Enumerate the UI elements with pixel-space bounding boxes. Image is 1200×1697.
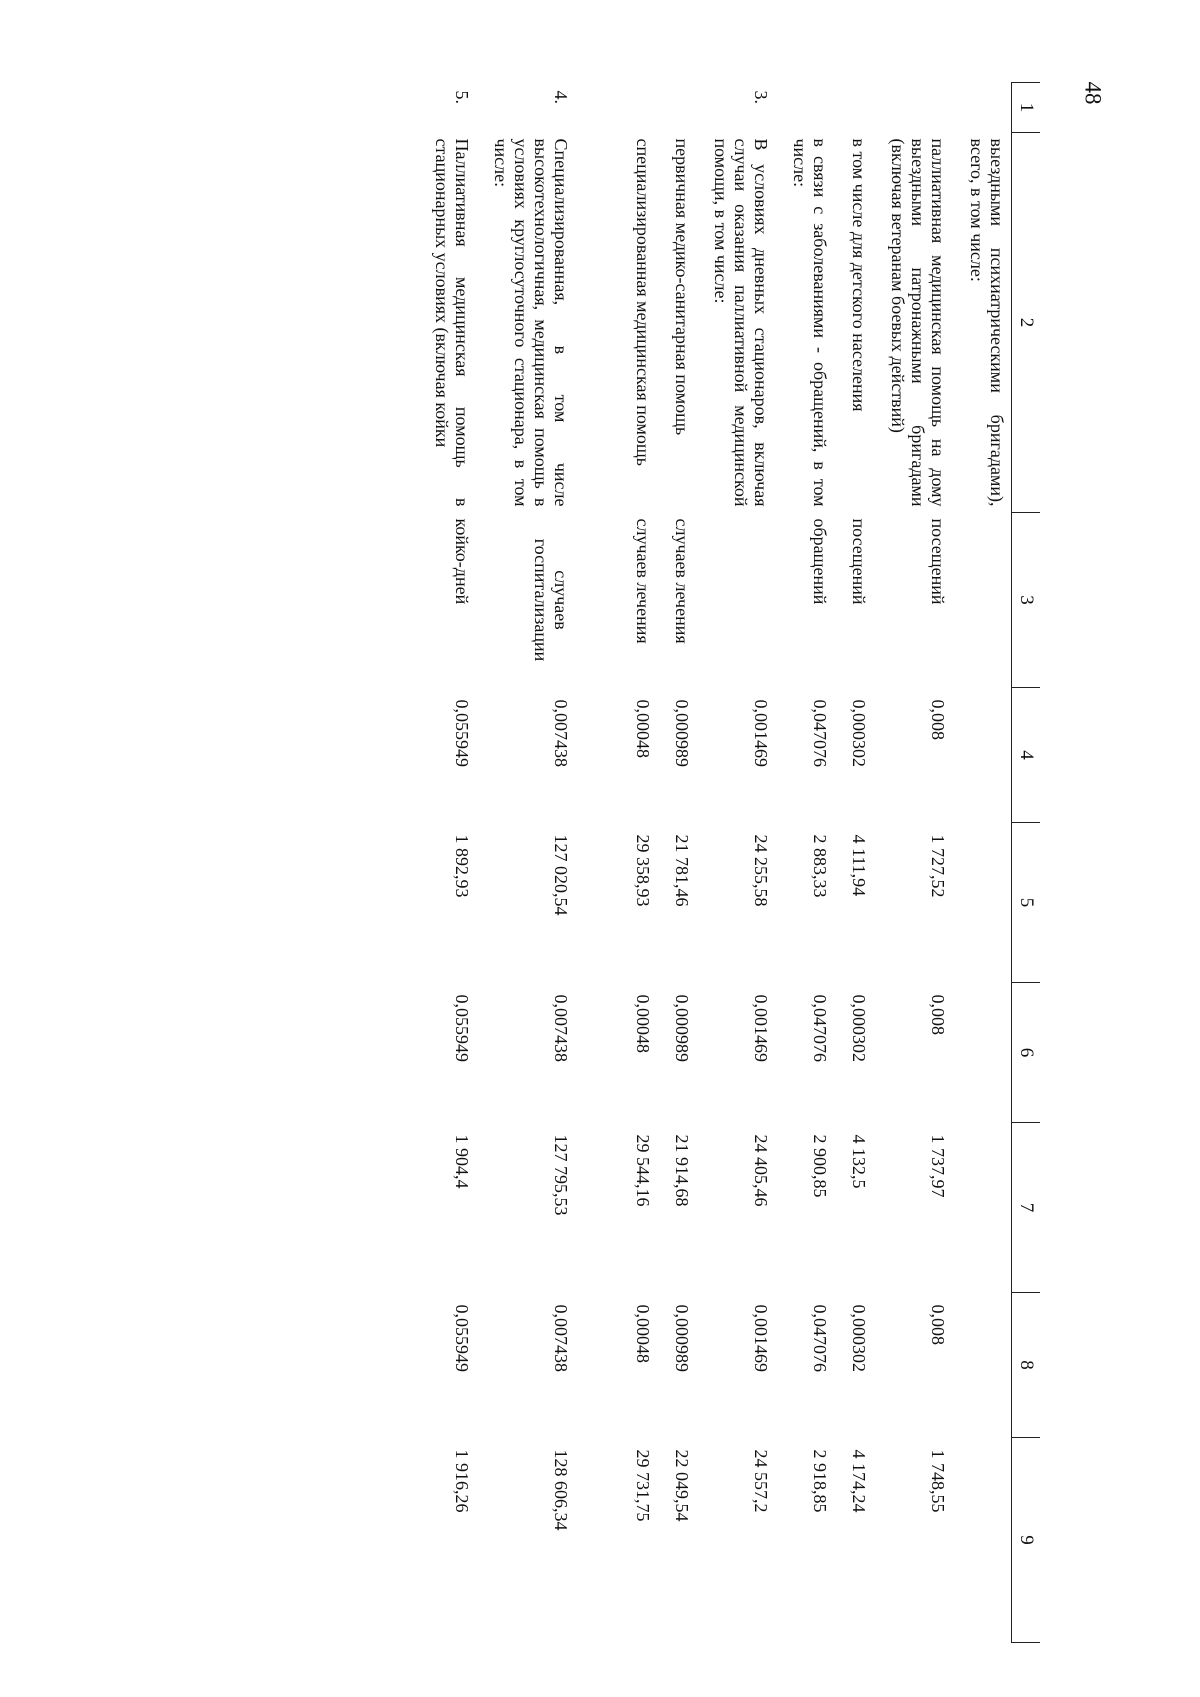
column-number-header (1012, 83, 1041, 1643)
cost-year-1: 1 727,52 (928, 834, 948, 898)
cost-year-3: 2 918,85 (810, 1449, 830, 1513)
care-type: специализированная медицинская помощь (633, 138, 653, 466)
care-type: первичная медико-санитарная помощь (672, 138, 692, 436)
row-number: 5. (452, 90, 472, 104)
header-col-5: 5 (1012, 823, 1041, 983)
cost-year-2: 24 405,46 (751, 1134, 771, 1207)
row-number (582, 83, 664, 133)
cost-year-2: 29 544,16 (633, 1134, 653, 1207)
volume-year-2: 0,047076 (810, 994, 830, 1062)
cost-year-2: 4 132,5 (849, 1134, 869, 1189)
cost-year-3 (959, 1438, 1012, 1643)
volume-year-1: 0,001469 (751, 699, 771, 767)
table-row (782, 83, 841, 1643)
table-row (483, 83, 582, 1643)
care-type: Специализированная, в том числе высокотехнологичная, медицинская помощь в условиях круглосуточного стационара, в том числе: (491, 138, 571, 507)
unit-of-measure: случаев лечения (672, 518, 692, 644)
cost-year-1 (959, 823, 1012, 983)
cost-year-3: 29 731,75 (633, 1449, 653, 1522)
volume-year-3: 0,00048 (633, 1304, 653, 1363)
care-type: в связи с заболеваниями - обращений, в том числе: (790, 138, 830, 507)
volume-year-3: 0,047076 (810, 1304, 830, 1372)
care-type: В условиях дневных стационаров, включая случаи оказания паллиативной медицинской помощи, в том числе: (711, 138, 771, 507)
cost-year-2 (959, 1123, 1012, 1293)
rotated-table-sheet (200, 82, 1040, 1642)
cost-year-2: 1 904,4 (452, 1134, 472, 1189)
page-number: 48 (1080, 81, 1106, 105)
volume-year-1: 0,007438 (551, 699, 571, 767)
volume-year-2: 0,000302 (849, 994, 869, 1062)
unit-of-measure (959, 513, 1012, 688)
header-col-8: 8 (1012, 1293, 1041, 1438)
header-col-1: 1 (1012, 83, 1041, 133)
volume-year-2 (959, 983, 1012, 1123)
volume-year-2: 0,007438 (551, 994, 571, 1062)
cost-year-3: 24 557,2 (751, 1449, 771, 1513)
cost-year-2: 2 900,85 (810, 1134, 830, 1198)
row-number (841, 83, 880, 133)
row-number (664, 83, 703, 133)
cost-year-2: 21 914,68 (672, 1134, 692, 1207)
cost-year-3: 22 049,54 (672, 1449, 692, 1522)
volume-year-1 (959, 688, 1012, 823)
header-col-2: 2 (1012, 133, 1041, 513)
unit-of-measure: посещений (849, 518, 869, 605)
unit-of-measure: случаев лечения (633, 518, 653, 644)
volume-year-1: 0,000989 (672, 699, 692, 767)
volume-year-1: 0,000302 (849, 699, 869, 767)
header-col-9: 9 (1012, 1438, 1041, 1643)
row-number (782, 83, 841, 133)
table-row (880, 83, 959, 1643)
cost-year-3: 1 916,26 (452, 1449, 472, 1513)
care-type: паллиативная медицинская помощь на дому выездными патронажными бригадами (включая ветеранам боевых действий) (888, 138, 948, 507)
volume-year-2: 0,055949 (452, 994, 472, 1062)
care-type: в том числе для детского населения (849, 138, 869, 412)
volume-year-3: 0,001469 (751, 1304, 771, 1372)
table-row (346, 83, 483, 1643)
cost-year-1: 29 358,93 (633, 834, 653, 907)
row-number (959, 83, 1012, 133)
cost-year-3: 4 174,24 (849, 1449, 869, 1513)
volume-year-2: 0,000989 (672, 994, 692, 1062)
cost-year-1: 127 020,54 (551, 834, 571, 916)
table-row (664, 83, 703, 1643)
care-type: Паллиативная медицинская помощь в стационарных условиях (включая койки (432, 138, 472, 507)
header-col-7: 7 (1012, 1123, 1041, 1293)
volume-year-1: 0,008 (928, 699, 948, 740)
care-type: выездными психиатрическими бригадами), всего, в том числе: (967, 138, 1007, 507)
volume-year-3: 0,000302 (849, 1304, 869, 1372)
volume-year-2: 0,00048 (633, 994, 653, 1053)
cost-year-1: 2 883,33 (810, 834, 830, 898)
volume-year-3 (959, 1293, 1012, 1438)
row-number: 3. (751, 90, 771, 104)
volume-year-3: 0,007438 (551, 1304, 571, 1372)
table-row (703, 83, 782, 1643)
row-number: 4. (551, 90, 571, 104)
cost-year-1: 4 111,94 (849, 834, 869, 897)
header-col-4: 4 (1012, 688, 1041, 823)
cost-year-2: 1 737,97 (928, 1134, 948, 1198)
volume-year-3: 0,055949 (452, 1304, 472, 1372)
cost-year-1: 24 255,58 (751, 834, 771, 907)
volume-year-3: 0,008 (928, 1304, 948, 1345)
cost-year-3: 128 606,34 (551, 1449, 571, 1531)
table-row (841, 83, 880, 1643)
row-number (880, 83, 959, 133)
header-col-6: 6 (1012, 983, 1041, 1123)
volume-year-1: 0,00048 (633, 699, 653, 758)
cost-year-3: 1 748,55 (928, 1449, 948, 1513)
volume-year-2: 0,001469 (751, 994, 771, 1062)
volume-year-1: 0,047076 (810, 699, 830, 767)
unit-of-measure: обращений (810, 518, 830, 605)
cost-year-1: 1 892,93 (452, 834, 472, 898)
unit-of-measure (703, 513, 782, 688)
unit-of-measure: койко-дней (452, 518, 472, 605)
table-row (959, 83, 1012, 1643)
volume-year-1: 0,055949 (452, 699, 472, 767)
header-col-3: 3 (1012, 513, 1041, 688)
cost-year-2: 127 795,53 (551, 1134, 571, 1216)
unit-of-measure: посещений (928, 518, 948, 605)
volume-year-2: 0,008 (928, 994, 948, 1035)
unit-of-measure: случаев госпитализации (531, 538, 571, 662)
table-row (582, 83, 664, 1643)
financing-standards-table (346, 82, 1040, 1643)
volume-year-3: 0,000989 (672, 1304, 692, 1372)
cost-year-1: 21 781,46 (672, 834, 692, 907)
